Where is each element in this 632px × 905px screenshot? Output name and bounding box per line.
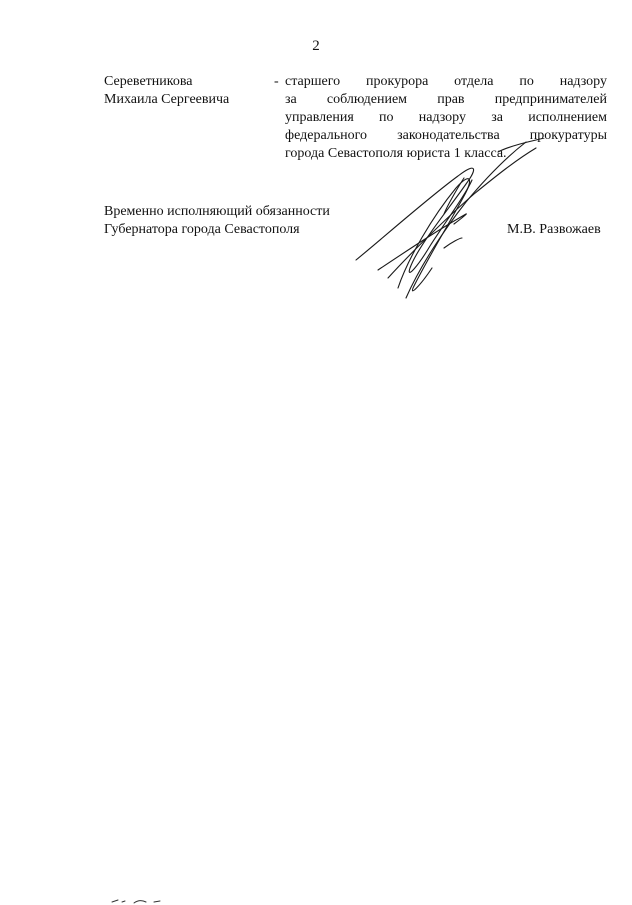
word: города Севастополя юриста 1 класса. <box>285 146 507 161</box>
word: предпринимателей <box>494 92 607 107</box>
word: по <box>519 74 534 89</box>
word: по <box>379 110 394 125</box>
position-line-3 <box>285 109 607 127</box>
word: за <box>285 92 297 107</box>
handwritten-signature <box>348 138 548 308</box>
word: прокуратуры <box>529 128 607 143</box>
position-line-1 <box>285 73 607 91</box>
signatory-title-line-1: Временно исполняющий обязанности <box>104 204 330 219</box>
signatory-name: М.В. Развожаев <box>507 222 601 237</box>
word: законодательства <box>397 128 500 143</box>
word: исполнением <box>528 110 607 125</box>
word: федерального <box>285 128 368 143</box>
signatory-title-line-2: Губернатора города Севастополя <box>104 222 300 237</box>
scan-artifact-mark <box>110 896 170 905</box>
word: надзору <box>559 74 607 89</box>
member-surname: Сереветникова <box>104 74 193 89</box>
page-number: 2 <box>312 38 320 54</box>
word: прокурора <box>365 74 429 89</box>
word: старшего <box>285 74 341 89</box>
word: за <box>491 110 503 125</box>
word: прав <box>437 92 465 107</box>
position-line-2 <box>285 91 607 109</box>
member-name-patronymic: Михаила Сергеевича <box>104 92 230 107</box>
member-dash: - <box>274 74 279 89</box>
word: управления <box>285 110 354 125</box>
word: надзору <box>418 110 466 125</box>
word: отдела <box>454 74 494 89</box>
word: соблюдением <box>326 92 408 107</box>
